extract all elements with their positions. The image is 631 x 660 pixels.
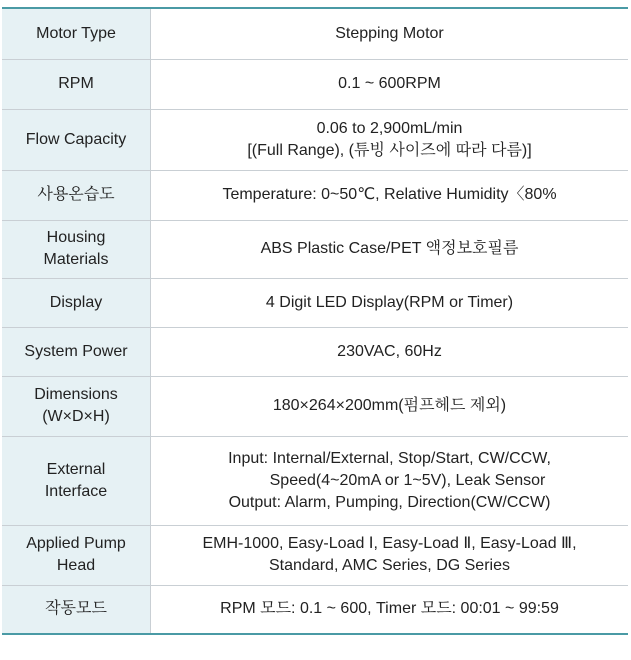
table-row bbox=[2, 525, 628, 585]
row-label: Housing Materials bbox=[2, 220, 151, 278]
row-value: 0.06 to 2,900mL/min [(Full Range), (튜빙 사이즈에 따라 다름)] bbox=[247, 119, 532, 159]
table-row bbox=[2, 327, 628, 376]
row-label: RPM bbox=[2, 59, 151, 109]
row-label: Dimensions (W×D×H) bbox=[2, 376, 151, 436]
row-label: Applied Pump Head bbox=[2, 525, 151, 585]
row-label: External Interface bbox=[2, 436, 151, 525]
table-row bbox=[2, 170, 628, 220]
table-row bbox=[2, 278, 628, 327]
table-row bbox=[2, 59, 628, 109]
table-row bbox=[2, 585, 628, 634]
row-label: Flow Capacity bbox=[2, 109, 151, 170]
table-row bbox=[2, 436, 628, 525]
row-value: Input: Internal/External, Stop/Start, CW/CCW, Speed(4~20mA or 1~5V), Leak Sensor Output: Alarm, Pumping, Direction(CW/CCW) bbox=[228, 449, 551, 511]
row-label: System Power bbox=[2, 327, 151, 376]
row-value: 0.1 ~ 600RPM bbox=[338, 75, 441, 92]
row-label: Motor Type bbox=[2, 8, 151, 59]
table-row bbox=[2, 220, 628, 278]
row-value: 180×264×200mm(펌프헤드 제외) bbox=[272, 397, 507, 414]
table-row bbox=[2, 8, 628, 59]
table-row bbox=[2, 109, 628, 170]
row-value: RPM 모드: 0.1 ~ 600, Timer 모드: 00:01 ~ 99:59 bbox=[220, 600, 559, 618]
row-value: 4 Digit LED Display(RPM or Timer) bbox=[265, 293, 514, 311]
row-label: 작동모드 bbox=[2, 585, 151, 634]
row-value: ABS Plastic Case/PET 액정보호필름 bbox=[260, 240, 519, 257]
row-value: EMH-1000, Easy-Load Ⅰ, Easy-Load Ⅱ, Easy-Load Ⅲ, Standard, AMC Series, DG Series bbox=[202, 535, 577, 574]
row-label: 사용온습도 bbox=[2, 170, 151, 220]
row-value: 230VAC, 60Hz bbox=[337, 342, 442, 360]
row-value: Stepping Motor bbox=[335, 24, 444, 42]
row-label: Display bbox=[2, 278, 151, 327]
specification-table bbox=[2, 7, 628, 635]
row-value: Temperature: 0~50℃, Relative Humidity〈80% bbox=[222, 186, 557, 203]
table-row bbox=[2, 376, 628, 436]
